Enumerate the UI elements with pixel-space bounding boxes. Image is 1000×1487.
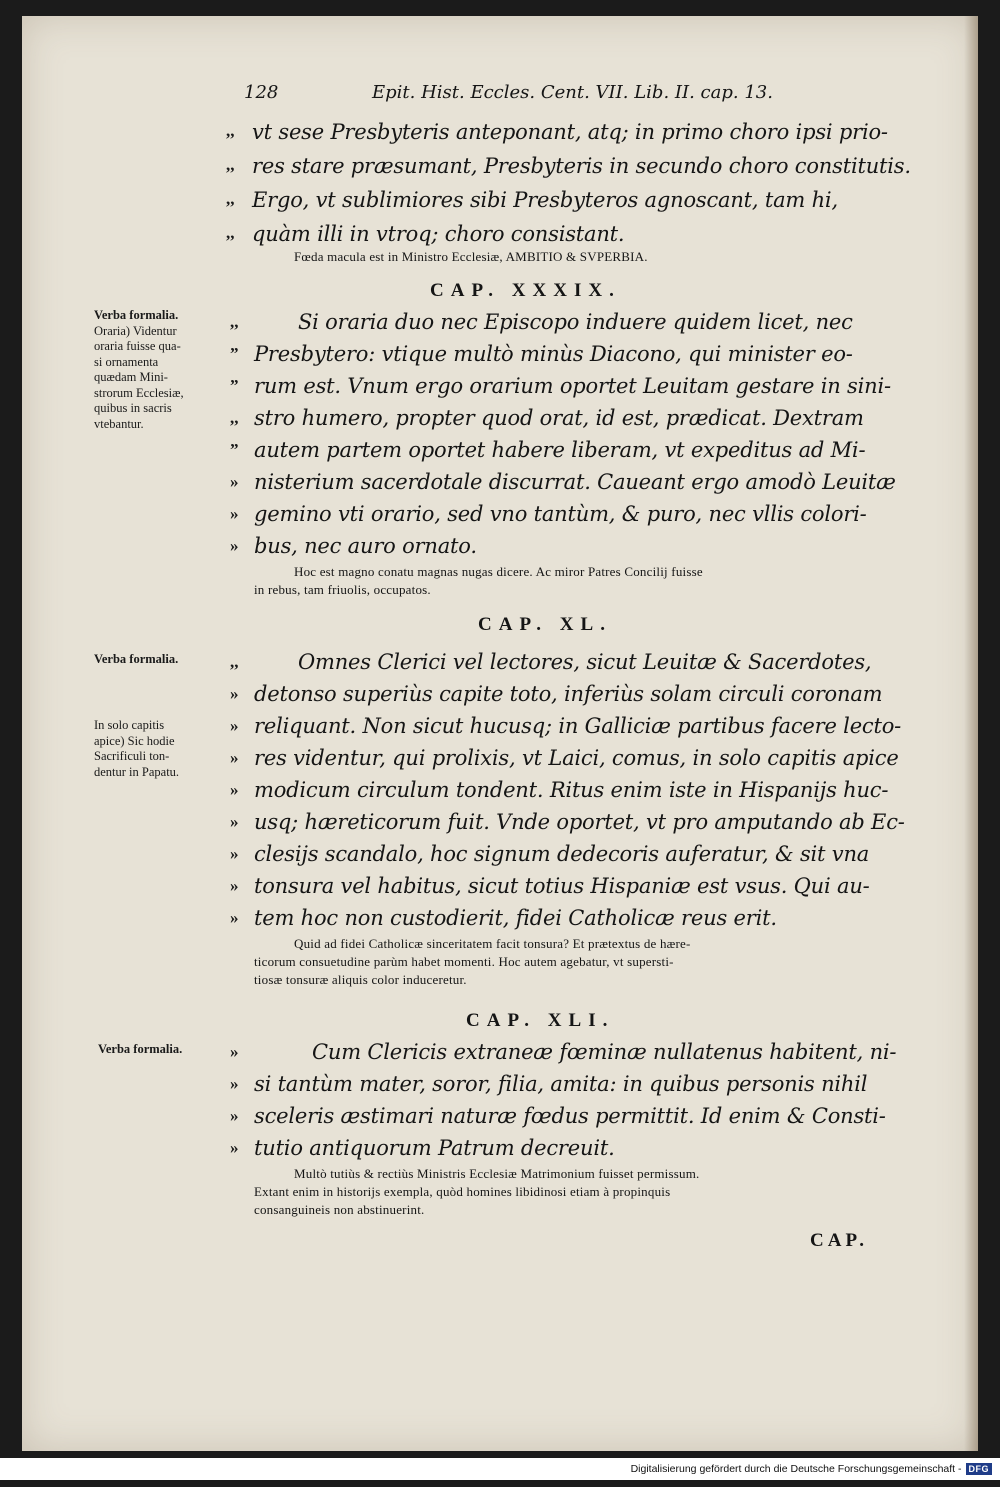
annotation-note: in rebus, tam friuolis, occupatos. bbox=[254, 582, 431, 597]
text-line: bus, nec auro ornato. bbox=[254, 534, 477, 558]
quote-mark: ” bbox=[230, 440, 239, 459]
quote-mark: » bbox=[230, 504, 239, 523]
quote-mark: » bbox=[230, 1042, 239, 1061]
quote-mark: » bbox=[230, 1106, 239, 1125]
annotation-note: Hoc est magno conatu magnas nugas dicere. Ac miror Patres Concilij fuisse bbox=[294, 564, 703, 579]
page-number: 128 bbox=[244, 82, 279, 103]
margin-note-line: apice) Sic hodie bbox=[94, 733, 175, 748]
text-line: rum est. Vnum ergo orarium oportet Leuitam gestare in sini- bbox=[254, 374, 891, 398]
text-line: clesijs scandalo, hoc signum dedecoris auferatur, & sit vna bbox=[254, 842, 870, 866]
catchword: CAP. bbox=[810, 1230, 869, 1251]
text-line: tem hoc non custodierit, fidei Catholicæ reus erit. bbox=[254, 906, 777, 930]
margin-note-line: dentur in Papatu. bbox=[94, 764, 180, 779]
quote-mark: » bbox=[230, 1138, 239, 1157]
running-head: Epit. Hist. Eccles. Cent. VII. Lib. II. cap. 13. bbox=[372, 82, 773, 103]
text-line: si tantùm mater, soror, filia, amita: in quibus personis nihil bbox=[254, 1072, 868, 1096]
dfg-logo-icon: DFG bbox=[966, 1463, 993, 1475]
quote-mark: ” bbox=[230, 344, 239, 363]
page-edge-shadow bbox=[964, 16, 978, 1451]
margin-note: Verba formalia. bbox=[94, 652, 179, 666]
annotation-note: Multò tutiùs & rectiùs Ministris Ecclesiæ Matrimonium fuisset permissum. bbox=[294, 1166, 700, 1181]
quote-mark: ” bbox=[230, 376, 239, 395]
quote-mark: ,, bbox=[230, 408, 239, 427]
footer-bar bbox=[0, 1458, 1000, 1480]
quote-mark: » bbox=[230, 536, 239, 555]
annotation-note: tiosæ tonsuræ aliquis color induceretur. bbox=[254, 972, 467, 987]
annotation-note: ticorum consuetudine parùm habet momenti. Hoc autem agebatur, vt supersti- bbox=[254, 954, 674, 969]
annotation-note: consanguineis non abstinuerint. bbox=[254, 1202, 425, 1217]
quote-mark: » bbox=[230, 812, 239, 831]
margin-note-line: quibus in sacris bbox=[94, 401, 172, 415]
chapter-heading: CAP. XLI. bbox=[466, 1010, 615, 1031]
text-line: usq; hæreticorum fuit. Vnde oportet, vt pro amputando ab Ec- bbox=[254, 810, 905, 834]
quote-mark: ,, bbox=[226, 189, 235, 208]
margin-note-line: si ornamenta bbox=[94, 354, 159, 369]
quote-mark: ,, bbox=[226, 121, 235, 140]
text-line: Omnes Clerici vel lectores, sicut Leuitæ & Sacerdotes, bbox=[298, 650, 872, 674]
quote-mark: ,, bbox=[230, 312, 239, 331]
quote-mark: ,, bbox=[230, 652, 239, 671]
text-line: nisterium sacerdotale discurrat. Caueant ergo amodò Leuitæ bbox=[254, 470, 896, 494]
quote-mark: » bbox=[230, 1074, 239, 1093]
margin-note-line: strorum Ecclesiæ, bbox=[94, 385, 184, 400]
text-line: Ergo, vt sublimiores sibi Presbyteros agnoscant, tam hi, bbox=[252, 188, 838, 212]
annotation-note: Extant enim in historijs exempla, quòd homines libidinosi etiam à propinquis bbox=[254, 1184, 671, 1199]
margin-note-line: Sacrificuli ton- bbox=[94, 749, 170, 763]
text-line: quàm illi in vtroq; choro consistant. bbox=[252, 222, 625, 246]
annotation-note: Fœda macula est in Ministro Ecclesiæ, AMBITIO & SVPERBIA. bbox=[294, 249, 648, 264]
annotation-note: Quid ad fidei Catholicæ sinceritatem facit tonsura? Et prætextus de hære- bbox=[294, 936, 691, 951]
quote-mark: » bbox=[230, 716, 239, 735]
text-line: vt sese Presbyteris anteponant, atq; in primo choro ipsi prio- bbox=[252, 120, 888, 144]
margin-note-line: oraria fuisse qua- bbox=[94, 339, 181, 353]
chapter-heading: CAP. XL. bbox=[478, 614, 612, 635]
text-line: tutio antiquorum Patrum decreuit. bbox=[254, 1136, 615, 1160]
chapter-heading: CAP. XXXIX. bbox=[430, 280, 621, 301]
text-line: tonsura vel habitus, sicut totius Hispaniæ est vsus. Qui au- bbox=[254, 874, 870, 898]
margin-note bbox=[94, 718, 179, 780]
text-line: reliquant. Non sicut hucusq; in Galliciæ partibus facere lecto- bbox=[254, 714, 902, 738]
text-line: res stare præsumant, Presbyteris in secundo choro constitutis. bbox=[252, 154, 911, 178]
quote-mark: » bbox=[230, 684, 239, 703]
quote-mark: ,, bbox=[226, 155, 235, 174]
text-line: sceleris æstimari naturæ fœdus permittit. Id enim & Consti- bbox=[254, 1104, 886, 1128]
margin-note-line: In solo capitis bbox=[94, 718, 165, 732]
text-line: Si oraria duo nec Episcopo induere quidem licet, nec bbox=[298, 310, 853, 334]
text-line: autem partem oportet habere liberam, vt expeditus ad Mi- bbox=[254, 438, 866, 462]
quote-mark: » bbox=[230, 908, 239, 927]
quote-mark: » bbox=[230, 844, 239, 863]
quote-mark: » bbox=[230, 876, 239, 895]
text-line: detonso superiùs capite toto, inferiùs solam circuli coronam bbox=[254, 682, 883, 706]
margin-note-line: Oraria) Videntur bbox=[94, 323, 177, 338]
text-line: modicum circulum tondent. Ritus enim iste in Hispanijs huc- bbox=[254, 778, 889, 802]
book-page bbox=[22, 16, 978, 1451]
text-line: stro humero, propter quod orat, id est, prædicat. Dextram bbox=[254, 406, 864, 430]
text-line: res videntur, qui prolixis, vt Laici, comus, in solo capitis apice bbox=[254, 746, 899, 770]
margin-note bbox=[94, 308, 184, 432]
quote-mark: » bbox=[230, 472, 239, 491]
footer-credit: Digitalisierung gefördert durch die Deutsche Forschungsgemeinschaft - bbox=[630, 1463, 962, 1475]
margin-note-line: Verba formalia. bbox=[94, 308, 179, 322]
text-line: Presbytero: vtique multò minùs Diacono, qui minister eo- bbox=[254, 342, 853, 366]
text-line: Cum Clericis extraneæ fœminæ nullatenus habitent, ni- bbox=[312, 1040, 897, 1064]
quote-mark: » bbox=[230, 748, 239, 767]
margin-note-line: quædam Mini- bbox=[94, 370, 168, 384]
quote-mark: » bbox=[230, 780, 239, 799]
margin-note: Verba formalia. bbox=[98, 1042, 183, 1056]
quote-mark: ,, bbox=[226, 223, 235, 242]
text-line: gemino vti orario, sed vno tantùm, & puro, nec vllis colori- bbox=[254, 502, 867, 526]
margin-note-line: vtebantur. bbox=[94, 416, 144, 431]
